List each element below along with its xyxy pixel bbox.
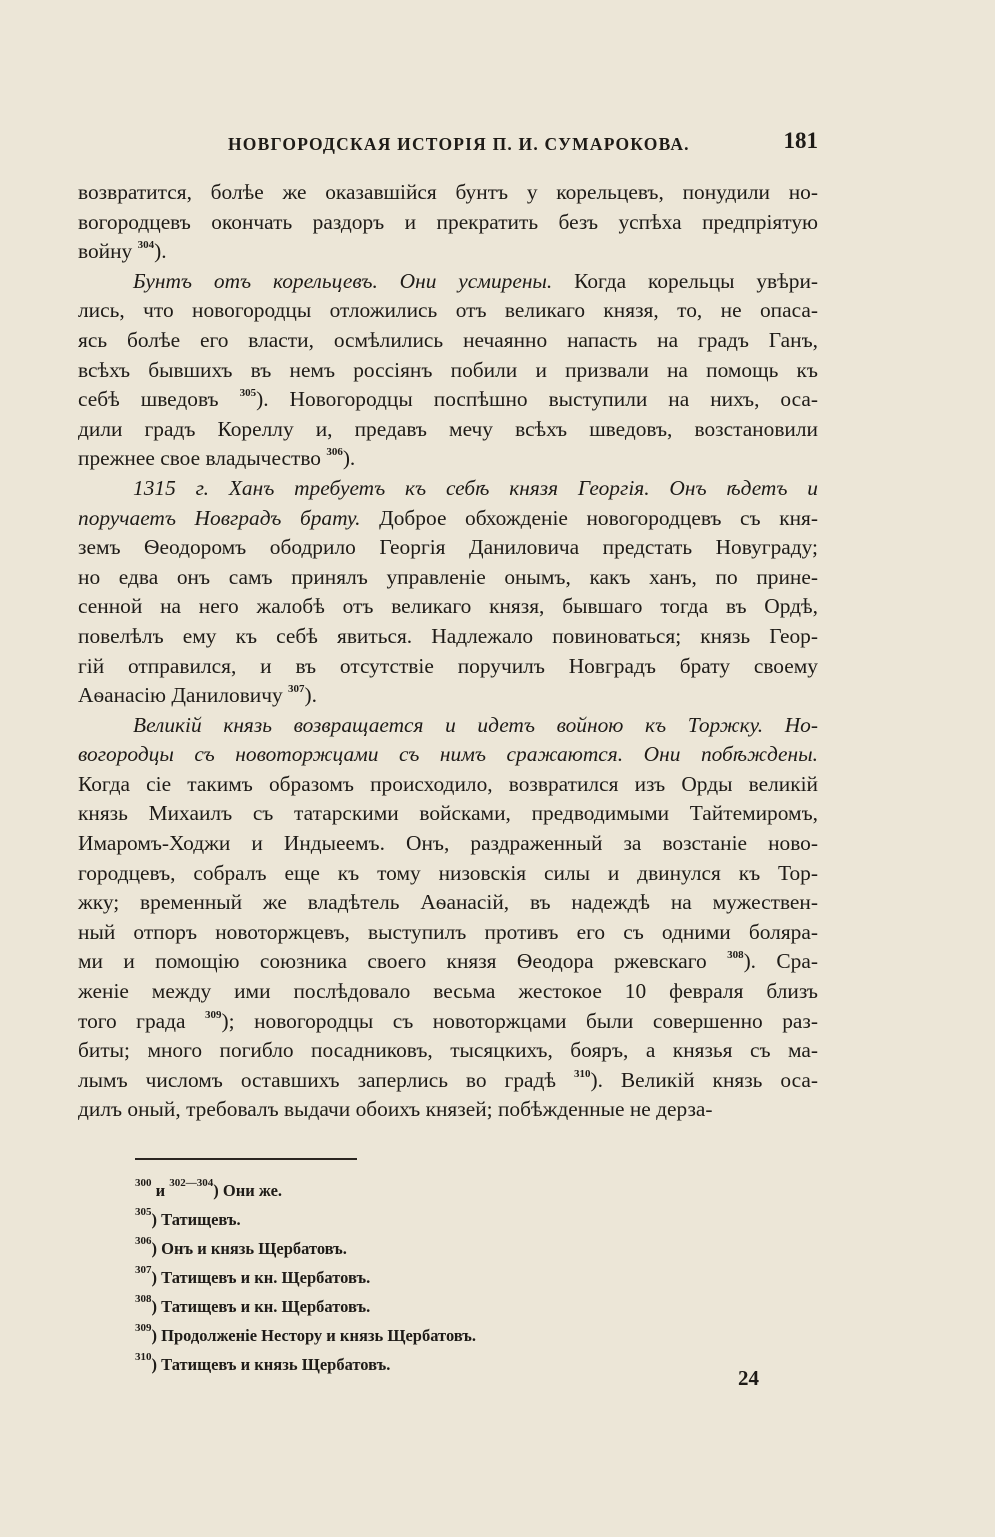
text-run: ) Татищевъ и князь Щербатовъ. (151, 1355, 391, 1374)
text-run: ) Онъ и князь Щербатовъ. (151, 1239, 347, 1258)
signature-mark: 24 (738, 1366, 759, 1390)
text-run: биты; много погибло посадниковъ, тысяцкихъ, бояръ, а князья съ ма- (78, 1038, 818, 1063)
text-run: ) Татищевъ и кн. Щербатовъ. (151, 1297, 371, 1316)
footnote-ref: 302—304 (169, 1177, 214, 1189)
footnote-ref: 308 (727, 949, 744, 962)
footnote-ref: 310 (573, 1067, 591, 1080)
text-run: вогородцевъ окончать раздоръ и прекратить безъ успѣха предпріятую (78, 209, 818, 234)
text-line (78, 918, 818, 948)
footnote-ref: 308 (135, 1293, 152, 1305)
footnote (135, 1321, 695, 1350)
text-line (78, 326, 818, 356)
footnote (135, 1292, 695, 1321)
text-line (78, 444, 818, 474)
text-line (78, 356, 818, 386)
text-run: себѣ шведовъ (78, 387, 240, 412)
running-header (78, 128, 818, 158)
text-run: лымъ числомъ оставшихъ заперлись во градѣ (78, 1067, 574, 1092)
text-line (78, 859, 818, 889)
text-run: ясь болѣе его власти, осмѣлились нечаянно напасть на градъ Ганъ, (78, 327, 818, 352)
text-run: ). (154, 239, 167, 264)
footnote-ref: 306 (135, 1235, 152, 1247)
text-run: дили градъ Кореллу и, предавъ мечу всѣхъ шведовъ, возстановили (78, 416, 818, 441)
text-run: ). Новогородцы поспѣшно выступили на нихъ, оса- (256, 387, 819, 412)
footnote-ref: 304 (137, 239, 155, 252)
text-line (78, 829, 818, 859)
footnote-ref: 305 (135, 1206, 152, 1218)
text-line (78, 622, 818, 652)
text-run: ); новогородцы съ новоторжцами были совершенно раз- (221, 1008, 818, 1033)
text-line (78, 533, 818, 563)
text-run: ) Татищевъ и кн. Щербатовъ. (151, 1268, 371, 1287)
text-line (78, 385, 818, 415)
text-run: жку; временный же владѣтель Аѳанасій, въ надеждѣ на мужествен- (78, 890, 818, 915)
text-run: всѣхъ бывшихъ въ немъ россіянъ побили и призвали на помощь къ (78, 357, 818, 382)
text-line (78, 267, 818, 297)
text-line (78, 799, 818, 829)
text-run: Доброе обхожденіе новогородцевъ съ кня- (360, 505, 818, 530)
text-run: земъ Ѳеодоромъ ободрило Георгія Даниловича предстать Новуграду; (78, 535, 818, 560)
text-line (78, 711, 818, 741)
footnote (135, 1176, 695, 1205)
text-line (78, 652, 818, 682)
footnote (135, 1350, 695, 1379)
paragraph (78, 178, 818, 267)
text-run: Аѳанасію Даниловичу (78, 683, 289, 708)
text-run: ). (342, 446, 356, 471)
footnote (135, 1205, 695, 1234)
text-line (78, 1095, 818, 1125)
text-line (78, 1036, 818, 1066)
text-line (78, 504, 818, 534)
text-run: князь Михаилъ съ татарскими войсками, предводимыми Тайтемиромъ, (78, 801, 818, 826)
italic-text: 1315 г. Ханъ требуетъ къ себѣ князя Георгія. Онъ ѣдетъ и (133, 475, 818, 500)
text-run: и (151, 1181, 170, 1200)
text-run: женіе между ими послѣдовало весьма жестокое 10 февраля близъ (78, 979, 818, 1004)
footnote-ref: 307 (288, 683, 305, 696)
text-line (78, 592, 818, 622)
paragraph (78, 711, 818, 1125)
text-run: ). Сра- (743, 949, 818, 974)
text-line (78, 296, 818, 326)
footnote-ref: 305 (239, 387, 257, 400)
paragraph (78, 267, 818, 474)
footnote (135, 1263, 695, 1292)
text-run: гій отправился, и въ отсутствіе поручилъ Новградъ брату своему (78, 653, 818, 678)
text-run: Когда сіе такимъ образомъ происходило, возвратился изъ Орды великій (78, 771, 818, 796)
text-line (78, 474, 818, 504)
text-run: дилъ оный, требовалъ выдачи обоихъ князей; побѣжденные не дерза- (78, 1097, 713, 1122)
footnote-ref: 309 (205, 1008, 222, 1021)
text-run: ) Продолженіе Нестору и князь Щербатовъ. (151, 1326, 477, 1345)
footnotes (135, 1176, 695, 1379)
running-title: НОВГОРОДСКАЯ ИСТОРІЯ П. И. СУМАРОКОВА. (228, 134, 690, 154)
text-line (78, 888, 818, 918)
footnote-ref: 300 (135, 1177, 152, 1189)
footnote-ref: 306 (326, 446, 343, 459)
footnote-ref: 309 (135, 1322, 152, 1334)
paragraph (78, 474, 818, 711)
text-line (78, 740, 818, 770)
text-run: ) Они же. (213, 1181, 283, 1200)
text-run: Имаромъ-Ходжи и Индыеемъ. Онъ, раздраженный за возстаніе ново- (78, 831, 818, 856)
text-line (78, 1007, 818, 1037)
text-run: того града (78, 1008, 206, 1033)
text-line (78, 178, 818, 208)
footnote-divider (135, 1158, 357, 1160)
text-run: ми и помощію союзника своего князя Ѳеодора ржевскаго (78, 949, 728, 974)
text-line (78, 237, 818, 267)
page-number: 181 (783, 128, 818, 153)
italic-text: Великій князь возвращается и идетъ войною къ Торжку. Но- (133, 712, 818, 737)
text-line (78, 681, 818, 711)
text-run: городцевъ, собралъ еще къ тому низовскія силы и двинулся къ Тор- (78, 860, 818, 885)
text-line (78, 770, 818, 800)
italic-text: Бунтъ отъ корельцевъ. Они усмирены. (133, 268, 553, 293)
text-run: сенной на него жалобѣ отъ великаго князя, бывшаго тогда въ Ордѣ, (78, 594, 818, 619)
footnote-ref: 310 (135, 1351, 152, 1363)
footnote (135, 1234, 695, 1263)
text-run: прежнее свое владычество (78, 446, 327, 471)
text-run: ный отпоръ новоторжцевъ, выступилъ противъ его съ одними боляра- (78, 919, 818, 944)
text-run: ). (304, 683, 318, 708)
italic-text: вогородцы съ новоторжцами съ нимъ сражаются. Они побѣждены. (78, 742, 818, 767)
text-line (78, 415, 818, 445)
text-line (78, 1066, 818, 1096)
text-run: войну (78, 239, 138, 264)
text-run: ) Татищевъ. (151, 1210, 241, 1229)
text-run: возвратится, болѣе же оказавшійся бунтъ у корельцевъ, понудили но- (78, 180, 818, 204)
text-run: Когда корельцы увѣри- (552, 268, 819, 293)
text-run: повелѣлъ ему къ себѣ явиться. Надлежало повиноваться; князь Геор- (78, 623, 818, 648)
italic-text: поручаетъ Новградъ брату. (78, 505, 361, 530)
text-line (78, 208, 818, 238)
text-run: ). Великій князь оса- (590, 1067, 818, 1092)
text-line (78, 563, 818, 593)
text-run: лись, что новогородцы отложились отъ великаго князя, то, не опаса- (78, 298, 818, 323)
text-line (78, 947, 818, 977)
text-line (78, 977, 818, 1007)
footnote-ref: 307 (135, 1264, 152, 1276)
main-text (78, 178, 818, 1125)
text-run: но едва онъ самъ принялъ управленіе онымъ, какъ ханъ, по прине- (78, 564, 818, 589)
